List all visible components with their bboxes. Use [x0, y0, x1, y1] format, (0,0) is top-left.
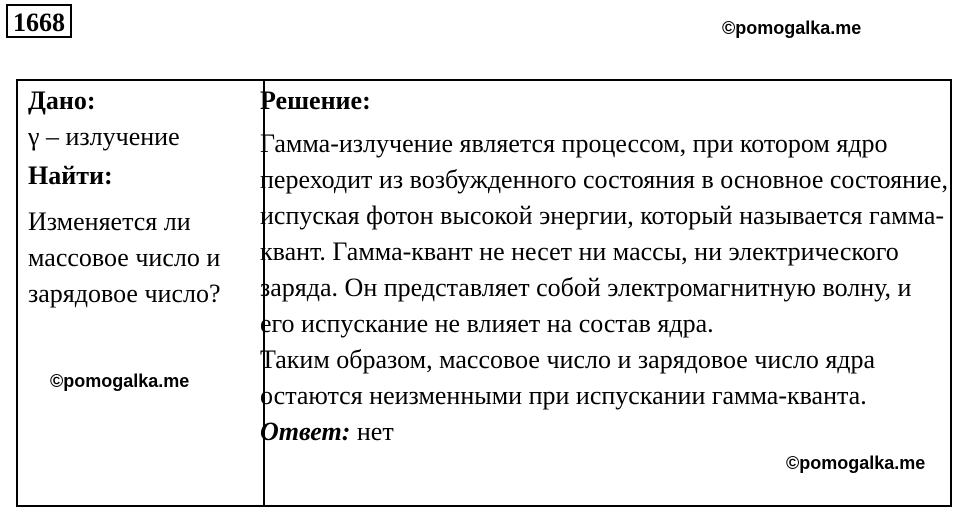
solution-table	[16, 79, 952, 507]
solution-paragraph-1: Гамма-излучение является процессом, при котором ядро переходит из возбужденного состояния в основное состояние, испуская фотон высокой энергии, который называется гамма-квант. Гамма-квант не несет ни массы, ни электрического заряда. Он представляет собой электромагнитную волну, и его испускание не влияет на состав ядра.	[260, 129, 948, 338]
given-item: γ – излучение	[28, 122, 180, 151]
find-question: Изменяется ли массовое число и зарядовое число?	[28, 207, 221, 308]
given-column	[28, 83, 256, 312]
problem-number: 1668	[6, 4, 72, 38]
find-label: Найти:	[28, 161, 113, 190]
watermark-right: ©pomogalka.me	[786, 453, 926, 473]
solution-paragraph-2: Таким образом, массовое число и зарядовое число ядра остаются неизменными при испускании гамма-кванта.	[260, 345, 876, 410]
answer-value: нет	[356, 417, 394, 446]
watermark-left: ©pomogalka.me	[50, 371, 190, 391]
solution-column	[260, 83, 950, 450]
answer-line	[260, 414, 950, 450]
watermark-top: ©pomogalka.me	[722, 18, 862, 38]
solution-body	[260, 126, 950, 414]
solution-label: Решение:	[260, 86, 371, 115]
given-label: Дано:	[28, 86, 96, 115]
answer-label: Ответ:	[260, 417, 351, 446]
